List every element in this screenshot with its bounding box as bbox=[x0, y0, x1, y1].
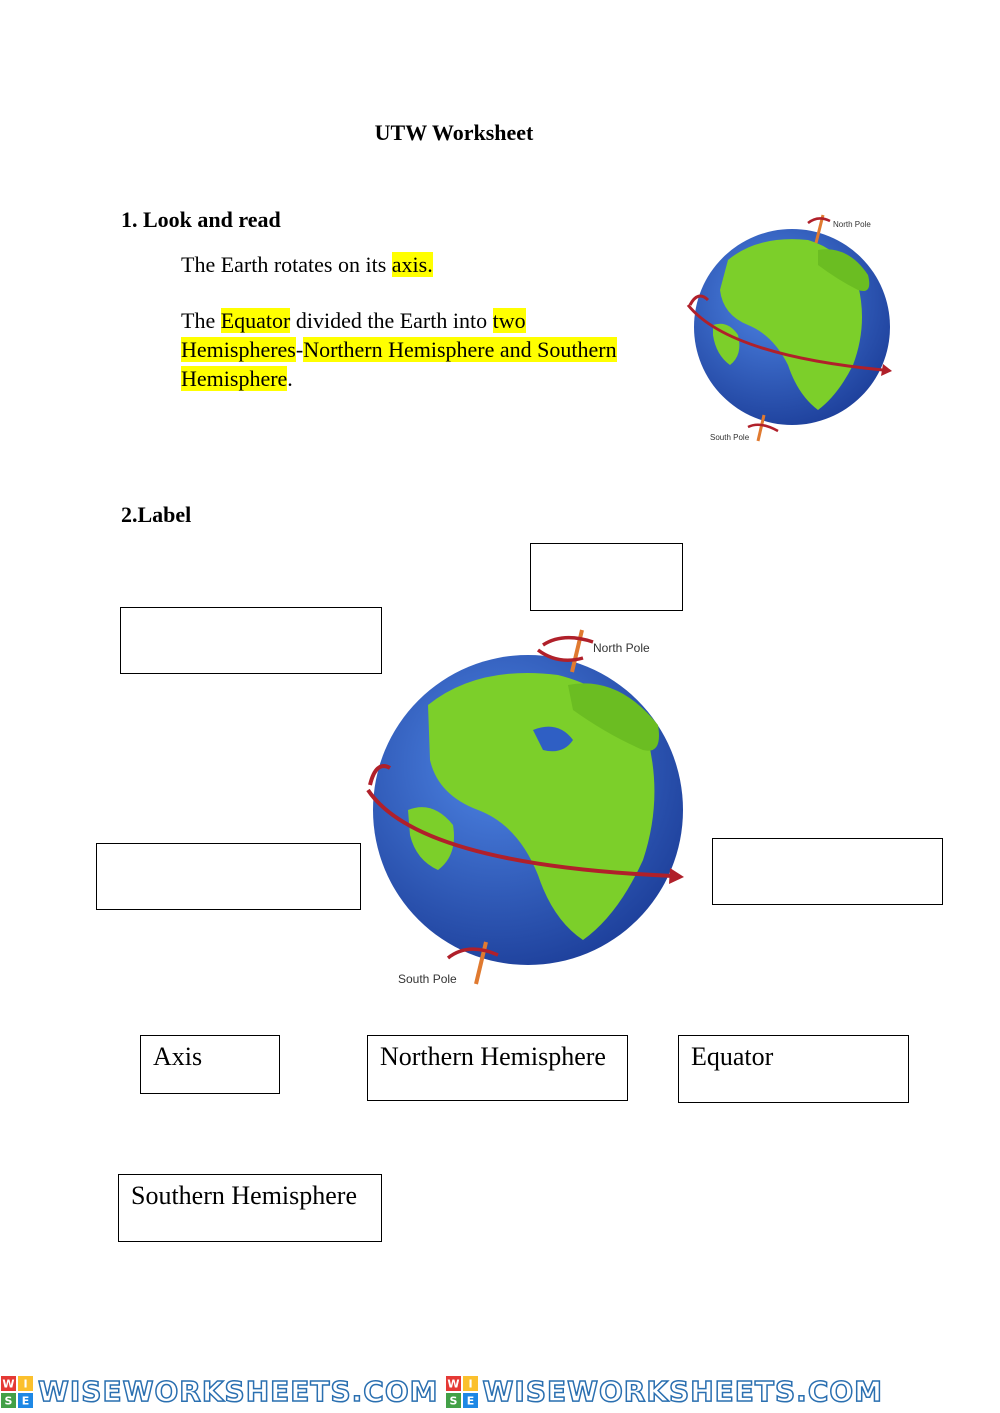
watermark-unit-2 bbox=[445, 1375, 884, 1409]
highlight-northern-southern: Northern Hemisphere and Southern bbox=[303, 337, 617, 362]
south-pole-label-large: South Pole bbox=[398, 972, 457, 986]
word-axis[interactable]: Axis bbox=[140, 1035, 280, 1094]
logo-letter-e: E bbox=[466, 1394, 474, 1407]
logo-letter-e: E bbox=[21, 1394, 30, 1407]
logo-letter-s: S bbox=[4, 1394, 13, 1407]
label-box-north[interactable] bbox=[530, 543, 683, 611]
logo-letter-i: I bbox=[23, 1377, 28, 1390]
word-southern-hemisphere[interactable]: Southern Hemisphere bbox=[118, 1174, 382, 1242]
watermark-text: WISEWORKSHEETS.COM bbox=[38, 1375, 439, 1408]
sentence2-dash: - bbox=[295, 337, 304, 362]
sentence1-text: The Earth rotates on its bbox=[181, 252, 392, 277]
earth-image-large bbox=[358, 620, 733, 992]
north-pole-label-small: North Pole bbox=[833, 220, 871, 229]
logo-letter-i: I bbox=[467, 1377, 473, 1390]
earth-image-small bbox=[668, 205, 923, 445]
sentence2-text-1: The bbox=[181, 308, 221, 333]
page-title: UTW Worksheet bbox=[374, 120, 534, 145]
highlight-hemisphere: Hemisphere bbox=[181, 366, 288, 391]
word-northern-hemisphere[interactable]: Northern Hemisphere bbox=[367, 1035, 628, 1101]
section2-heading: 2.Label bbox=[121, 502, 192, 527]
highlight-axis: axis. bbox=[391, 252, 433, 277]
watermark-text: WISEWORKSHEETS.COM bbox=[482, 1375, 884, 1408]
north-pole-label-large: North Pole bbox=[593, 641, 650, 655]
section1-sentence2 bbox=[181, 306, 661, 393]
logo-letter-w: W bbox=[2, 1377, 15, 1390]
wise-logo-icon bbox=[445, 1375, 479, 1409]
logo-letter-w: W bbox=[446, 1377, 460, 1390]
word-equator[interactable]: Equator bbox=[678, 1035, 909, 1103]
label-box-axis-side[interactable] bbox=[120, 607, 382, 674]
watermark-bar bbox=[0, 1370, 1000, 1413]
south-pole-label-small: South Pole bbox=[710, 433, 750, 442]
sentence2-period: . bbox=[287, 366, 293, 391]
highlight-equator: Equator bbox=[220, 308, 291, 333]
logo-letter-s: S bbox=[449, 1394, 457, 1407]
watermark-unit-1 bbox=[0, 1375, 439, 1409]
section1-sentence1 bbox=[181, 250, 433, 279]
label-box-left[interactable] bbox=[96, 843, 361, 910]
label-box-right[interactable] bbox=[712, 838, 943, 905]
section1-heading: 1. Look and read bbox=[121, 207, 281, 232]
wise-logo-icon bbox=[0, 1375, 34, 1409]
sentence2-text-2: divided the Earth into bbox=[290, 308, 493, 333]
highlight-hemispheres: Hemispheres bbox=[181, 337, 296, 362]
highlight-two: two bbox=[492, 308, 526, 333]
